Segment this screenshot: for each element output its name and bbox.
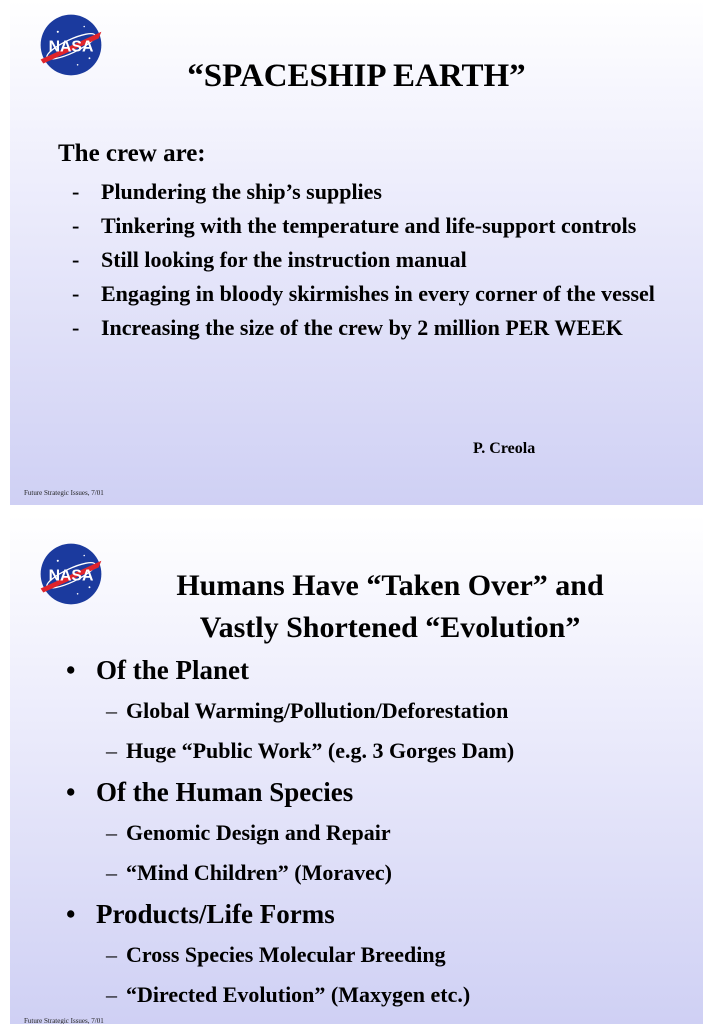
crew-intro: The crew are: (58, 140, 206, 167)
list-item: - Still looking for the instruction manual (72, 247, 467, 272)
topic-list (60, 653, 690, 1011)
title-line: Vastly Shortened “Evolution” (199, 611, 581, 644)
slide-humans-evolution (10, 515, 703, 1024)
list-item: - Plundering the ship’s supplies (72, 179, 382, 204)
slide-spaceship-earth (10, 0, 703, 505)
sub-item: – Genomic Design and Repair (106, 820, 391, 845)
title-line: Humans Have “Taken Over” and (176, 569, 604, 602)
topic-item: • Of the Planet – Global Warming/Pollution/Deforestation – Huge “Public Work” (e.g. 3 Gorges Dam) (60, 653, 690, 767)
sub-item: – Cross Species Molecular Breeding (106, 942, 446, 967)
list-item: - Engaging in bloody skirmishes in every corner of the vessel (72, 281, 655, 306)
svg-text:NASA: NASA (48, 38, 94, 56)
slide-footer: Future Strategic Issues, 7/01 (24, 1017, 104, 1024)
sub-item: – “Mind Children” (Moravec) (106, 860, 393, 885)
slide-footer: Future Strategic Issues, 7/01 (24, 489, 104, 497)
nasa-logo (38, 541, 104, 607)
sub-item: – Global Warming/Pollution/Deforestation (106, 698, 509, 723)
quote-author: P. Creola (473, 440, 536, 457)
crew-list (68, 176, 688, 344)
list-item: - Increasing the size of the crew by 2 million PER WEEK (72, 315, 623, 340)
slide-title: “SPACESHIP EARTH” (187, 58, 526, 94)
topic-item: • Of the Human Species – Genomic Design and Repair – “Mind Children” (Moravec) (60, 775, 690, 889)
topic-item: • Products/Life Forms – Cross Species Molecular Breeding – “Directed Evolution” (Maxygen etc.) (60, 897, 690, 1011)
sub-item: – Huge “Public Work” (e.g. 3 Gorges Dam) (106, 738, 515, 763)
svg-text:NASA: NASA (48, 567, 94, 585)
slide-title (110, 565, 670, 649)
list-item: - Tinkering with the temperature and life-support controls (72, 213, 637, 238)
sub-item: – “Directed Evolution” (Maxygen etc.) (106, 982, 471, 1007)
